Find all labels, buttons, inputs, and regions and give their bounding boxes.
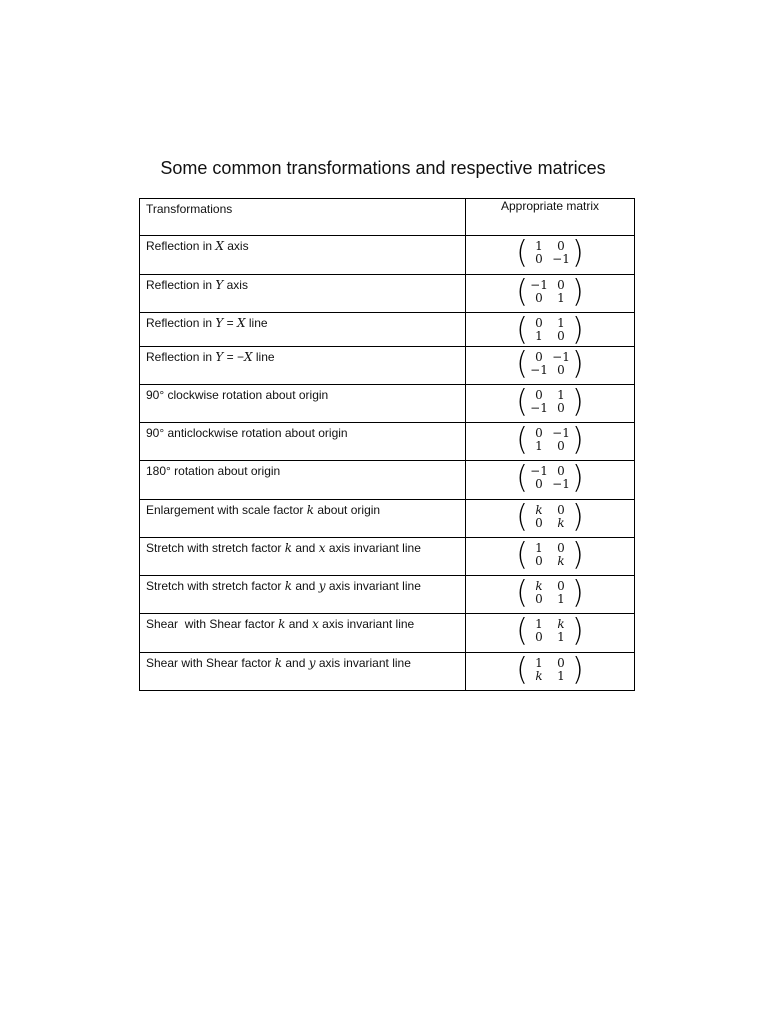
transformation-cell: [140, 461, 466, 500]
transformation-text: Reflection in: [146, 316, 216, 330]
table-row: [140, 614, 635, 653]
matrix: [466, 273, 634, 310]
matrix-cell: [466, 275, 635, 313]
matrix-entries: [528, 540, 572, 570]
transformation-cell: [140, 236, 466, 275]
matrix-entry: 0: [535, 291, 543, 305]
matrix: [466, 421, 634, 458]
matrix: [466, 345, 634, 382]
right-paren: ): [572, 574, 584, 611]
left-paren: (: [516, 612, 528, 649]
transformation-text: line: [252, 350, 275, 364]
transformation-text: 90° clockwise rotation about origin: [146, 388, 329, 402]
matrix-entry: 1: [557, 316, 565, 330]
transformation-text: =: [223, 316, 237, 330]
matrix-entry: k: [535, 503, 543, 517]
matrix-cell: [466, 423, 635, 461]
table-row: [140, 423, 635, 461]
matrix-entry: k: [557, 516, 565, 530]
right-paren: ): [572, 459, 584, 496]
matrix-entry: 0: [557, 329, 565, 343]
matrix-entries: [528, 387, 572, 417]
math-symbol: X: [236, 316, 246, 330]
transformation-text: and: [282, 656, 309, 670]
transformation-text: Reflection in: [146, 350, 216, 364]
matrix-entry: 0: [535, 630, 543, 644]
table-header-row: [140, 199, 635, 236]
matrix-entry: 0: [535, 426, 543, 440]
transformation-text: = −: [223, 350, 244, 364]
left-paren: (: [516, 383, 528, 420]
right-paren: ): [572, 421, 584, 458]
math-symbol: k: [278, 617, 286, 631]
right-paren: ): [572, 651, 584, 688]
left-paren: (: [516, 498, 528, 535]
matrix-entry: 1: [535, 541, 543, 555]
matrix-entry: 1: [535, 329, 543, 343]
matrix: [466, 311, 634, 348]
matrix-entry: 0: [557, 464, 565, 478]
matrix-entry: 0: [535, 516, 543, 530]
right-paren: ): [572, 383, 584, 420]
matrix-entries: [528, 502, 572, 532]
transformation-cell: [140, 347, 466, 385]
matrix-entry: 0: [535, 477, 543, 491]
matrix-entries: [528, 425, 572, 455]
matrix-entries: [528, 315, 572, 345]
matrix-entry: −1: [552, 252, 570, 266]
math-symbol: k: [284, 579, 292, 593]
table-row: [140, 653, 635, 691]
transformation-text: Stretch with stretch factor: [146, 541, 285, 555]
matrix-entry: 0: [535, 350, 543, 364]
matrix-cell: [466, 236, 635, 275]
transformation-cell: [140, 313, 466, 347]
matrix: [466, 498, 634, 535]
left-paren: (: [516, 459, 528, 496]
transformation-cell: [140, 653, 466, 691]
matrix-entries: [528, 349, 572, 379]
right-paren: ): [572, 345, 584, 382]
math-symbol: k: [284, 541, 292, 555]
matrix-entry: 0: [557, 439, 565, 453]
matrix-cell: [466, 653, 635, 691]
matrix-cell: [466, 461, 635, 500]
math-symbol: Y: [215, 350, 224, 364]
matrix-entries: [528, 578, 572, 608]
math-symbol: k: [274, 656, 283, 670]
matrix-cell: [466, 576, 635, 614]
transformation-text: 180° rotation about origin: [146, 464, 281, 478]
matrix-entry: 0: [535, 316, 543, 330]
transformation-text: Shear with Shear factor: [146, 617, 279, 631]
matrix: [466, 651, 634, 688]
matrix-entry: 1: [535, 439, 543, 453]
matrix: [466, 383, 634, 420]
matrix-entries: [528, 238, 572, 268]
transformation-text: Shear with Shear factor: [146, 656, 275, 670]
matrix-entry: k: [557, 617, 565, 631]
matrix-entry: −1: [552, 477, 570, 491]
matrix-entry: 0: [557, 401, 565, 415]
math-symbol: Y: [215, 278, 224, 292]
matrix-cell: [466, 313, 635, 347]
transformation-text: Stretch with stretch factor: [146, 579, 285, 593]
right-paren: ): [572, 612, 584, 649]
matrix-cell: [466, 500, 635, 538]
table-row: [140, 313, 635, 347]
matrix-entry: 0: [557, 503, 565, 517]
matrix-entry: k: [535, 669, 543, 683]
transformation-text: line: [245, 316, 268, 330]
table-row: [140, 385, 635, 423]
matrix: [466, 612, 634, 649]
transformation-text: axis invariant line: [325, 579, 421, 593]
transformation-text: axis: [223, 278, 248, 292]
matrix: [466, 574, 634, 611]
math-symbol: y: [318, 579, 326, 593]
left-paren: (: [516, 421, 528, 458]
matrix-entries: [528, 277, 572, 307]
matrix: [466, 536, 634, 573]
left-paren: (: [516, 651, 528, 688]
matrix-entry: 0: [557, 239, 565, 253]
matrix-entry: 0: [535, 554, 543, 568]
transformation-text: Reflection in: [146, 278, 216, 292]
matrix-cell: [466, 347, 635, 385]
matrix-entry: 1: [557, 669, 565, 683]
matrix-entry: 1: [535, 239, 543, 253]
header-appropriate-matrix: Appropriate matrix: [466, 199, 635, 236]
matrix-entry: 0: [557, 278, 565, 292]
transformation-text: Enlargement with scale factor: [146, 503, 307, 517]
math-symbol: X: [215, 239, 224, 253]
math-symbol: x: [312, 617, 319, 631]
math-symbol: k: [306, 503, 315, 517]
matrix-entry: −1: [530, 464, 548, 478]
matrix: [466, 234, 634, 271]
math-symbol: X: [243, 350, 253, 364]
matrix-entries: [528, 616, 572, 646]
transformation-cell: [140, 500, 466, 538]
matrix-entry: 1: [535, 656, 543, 670]
matrix-entry: 0: [557, 579, 565, 593]
math-symbol: x: [318, 541, 326, 555]
matrix-entry: 1: [535, 617, 543, 631]
transformation-cell: [140, 385, 466, 423]
matrix-entry: −1: [552, 350, 570, 364]
table-row: [140, 576, 635, 614]
matrix-entry: 0: [557, 656, 565, 670]
left-paren: (: [516, 273, 528, 310]
matrix-entry: −1: [530, 363, 548, 377]
matrix-entry: −1: [530, 278, 548, 292]
right-paren: ): [572, 234, 584, 271]
transformation-text: axis invariant line: [325, 541, 421, 555]
transformations-table: [139, 198, 635, 691]
transformation-text: about origin: [314, 503, 381, 517]
transformation-cell: [140, 538, 466, 576]
transformation-cell: [140, 614, 466, 653]
left-paren: (: [516, 574, 528, 611]
matrix-entry: 0: [535, 388, 543, 402]
right-paren: ): [572, 536, 584, 573]
matrix-entry: −1: [552, 426, 570, 440]
matrix-entry: 0: [535, 252, 543, 266]
transformation-text: axis invariant line: [315, 656, 411, 670]
table-row: [140, 538, 635, 576]
matrix-entry: 1: [557, 291, 565, 305]
left-paren: (: [516, 536, 528, 573]
transformation-cell: [140, 275, 466, 313]
transformation-text: axis invariant line: [318, 617, 415, 631]
transformation-text: axis: [223, 239, 249, 253]
math-symbol: y: [308, 656, 316, 670]
transformation-text: and: [285, 617, 313, 631]
left-paren: (: [516, 234, 528, 271]
matrix-entries: [528, 463, 572, 493]
transformation-text: and: [292, 541, 319, 555]
right-paren: ): [572, 498, 584, 535]
transformation-text: 90° anticlockwise rotation about origin: [146, 426, 348, 440]
math-symbol: Y: [215, 316, 224, 330]
matrix-entry: 0: [557, 541, 565, 555]
matrix-entry: k: [535, 579, 543, 593]
matrix-entry: 1: [557, 388, 565, 402]
right-paren: ): [572, 273, 584, 310]
table-row: [140, 236, 635, 275]
matrix-cell: [466, 614, 635, 653]
matrix-entry: −1: [530, 401, 548, 415]
matrix-entry: 0: [557, 363, 565, 377]
header-transformations: Transformations: [140, 199, 466, 236]
matrix-entry: k: [557, 554, 565, 568]
table-row: [140, 347, 635, 385]
matrix: [466, 459, 634, 496]
table-row: [140, 500, 635, 538]
page-title: Some common transformations and respective matrices: [160, 158, 606, 178]
transformation-text: Reflection in: [146, 239, 216, 253]
transformation-cell: [140, 423, 466, 461]
matrix-cell: [466, 385, 635, 423]
left-paren: (: [516, 345, 528, 382]
matrix-entries: [528, 655, 572, 685]
left-paren: (: [516, 311, 528, 348]
table-row: [140, 461, 635, 500]
right-paren: ): [572, 311, 584, 348]
matrix-entry: 0: [535, 592, 543, 606]
transformation-text: and: [292, 579, 319, 593]
transformation-cell: [140, 576, 466, 614]
table-row: [140, 275, 635, 313]
matrix-entry: 1: [557, 592, 565, 606]
matrix-cell: [466, 538, 635, 576]
matrix-entry: 1: [557, 630, 565, 644]
